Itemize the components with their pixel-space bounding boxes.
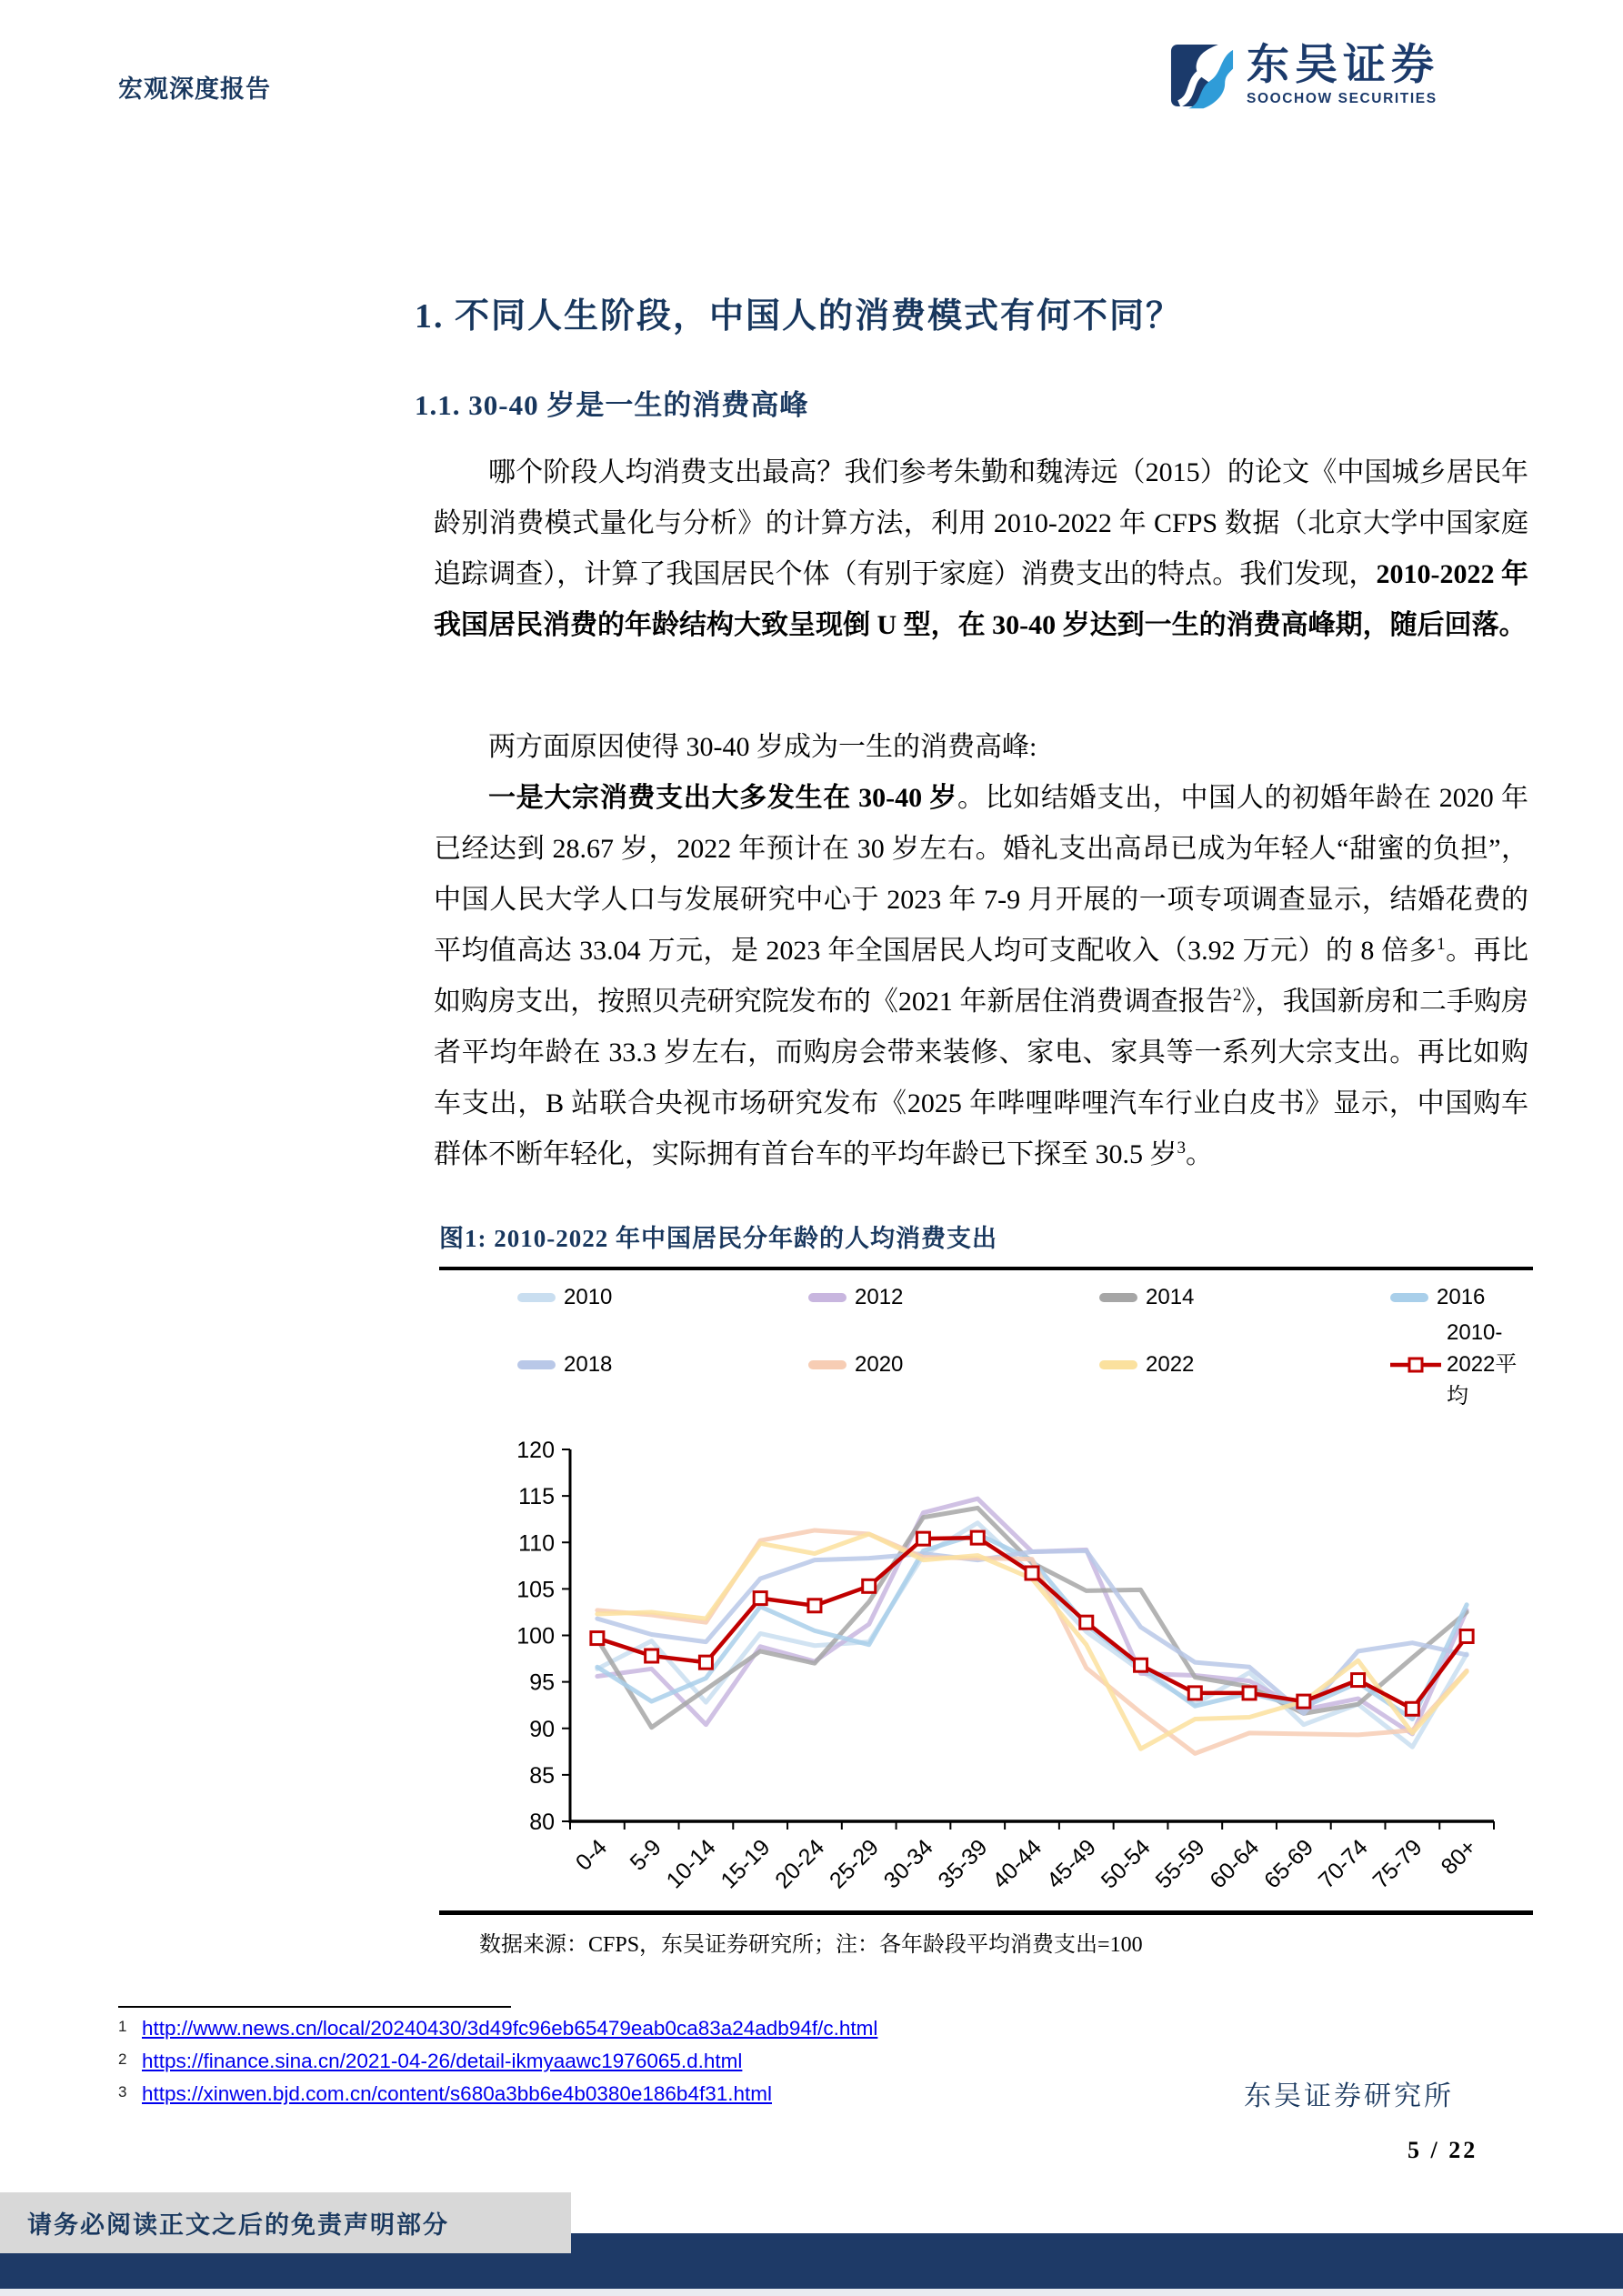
legend-swatch-icon [1099, 1293, 1137, 1302]
x-tick-label: 50-54 [1096, 1834, 1156, 1894]
x-tick-label: 5-9 [625, 1834, 666, 1876]
figure-title: 图1: 2010-2022 年中国居民分年龄的人均消费支出 [439, 1225, 997, 1252]
paragraph-1-bold: 2010-2022 年我国居民消费的年龄结构大致呈现倒 U 型，在 30-40 岁达到一生的消费高峰期，随后回落。 [434, 559, 1529, 640]
x-tick-label: 55-59 [1150, 1834, 1210, 1894]
institute-name: 东吴证券研究所 [1244, 2081, 1454, 2111]
footnote-ref-1: 1 [1437, 935, 1446, 954]
footnote-ref-3: 3 [1177, 1138, 1186, 1158]
paragraph-1-text: 哪个阶段人均消费支出最高？我们参考朱勤和魏涛远（2015）的论文《中国城乡居民年龄别消费模式量化与分析》的计算方法，利用 2010-2022 年 CFPS 数据（北京大学中国家庭追踪调查），计算了我国居民个体（有别于家庭）消费支出的特点。我们发现， [434, 457, 1528, 589]
footnote-link-2[interactable]: https://finance.sina.cn/2021-04-26/detail-ikmyaawc1976065.d.html [142, 2050, 743, 2072]
legend-swatch-icon [517, 1293, 556, 1302]
paragraph-3 [434, 773, 1528, 1180]
paragraph-2: 两方面原因使得 30-40 岁成为一生的消费高峰: [488, 732, 1037, 762]
footnote-number: 1 [118, 2018, 127, 2035]
x-tick-label: 60-64 [1205, 1834, 1265, 1894]
legend-label: 2012 [855, 1285, 904, 1309]
legend-swatch-icon [1099, 1360, 1137, 1369]
legend-swatch-icon [808, 1360, 847, 1369]
average-marker [1243, 1687, 1256, 1699]
y-tick-label: 95 [529, 1669, 555, 1696]
average-marker [1135, 1659, 1147, 1671]
footnote-link-1[interactable]: http://www.news.cn/local/20240430/3d49fc96eb65479eab0ca83a24adb94f/c.html [142, 2017, 878, 2040]
legend-swatch-icon [1390, 1293, 1428, 1302]
average-marker [1080, 1616, 1093, 1629]
x-tick-label: 40-44 [987, 1834, 1047, 1894]
footnote-separator [118, 2006, 511, 2008]
y-tick-label: 80 [529, 1810, 555, 1835]
legend-label: 2016 [1437, 1285, 1486, 1309]
legend-label: 2020 [855, 1352, 904, 1377]
legend-item-2018 [517, 1320, 808, 1409]
paragraph-3-text-b: 。再比如购房支出，按照贝壳研究院发布的《2021 年新居住消费调查报告 [434, 936, 1529, 1017]
legend-label: 2010-2022平均 [1447, 1320, 1518, 1409]
legend-item-2022 [1099, 1320, 1390, 1409]
x-tick-label: 70-74 [1313, 1834, 1373, 1894]
legend-swatch-icon [808, 1293, 847, 1302]
disclaimer-box [0, 2192, 571, 2253]
legend-item-2012 [808, 1285, 1099, 1310]
legend-item-2020 [808, 1320, 1099, 1409]
x-tick-label: 75-79 [1368, 1834, 1428, 1894]
average-marker [1297, 1695, 1310, 1708]
legend-swatch-icon [517, 1360, 556, 1369]
disclaimer-text: 请务必阅读正文之后的免责声明部分 [27, 2211, 449, 2239]
average-marker [1188, 1687, 1201, 1699]
soochow-logo [1168, 42, 1439, 109]
average-marker [591, 1632, 604, 1645]
average-marker [1406, 1702, 1418, 1715]
figure-1 [439, 1217, 1533, 1958]
legend-average-marker-icon [1390, 1357, 1441, 1373]
y-tick-label: 115 [518, 1484, 555, 1510]
x-tick-label: 20-24 [770, 1834, 830, 1894]
paragraph-3-text-a: 。比如结婚支出，中国人的初婚年龄在 2020 年已经达到 28.67 岁，2022 年预计在 30 岁左右。婚礼支出高昂已成为年轻人“甜蜜的负担”，中国人民大学人口与发展研究中心于 2023 年 7-9 月开展的一项专项调查显示，结婚花费的平均值高达 33.04 万元，是 2023 年全国居民人均可支配收入（3.92 万元）的 8 倍多 [434, 783, 1528, 966]
y-tick-label: 120 [516, 1438, 555, 1463]
legend-item-2010-2022平均 [1390, 1320, 1533, 1409]
legend-item-2014 [1099, 1285, 1390, 1310]
y-tick-label: 105 [516, 1577, 555, 1603]
subsection-heading: 1.1. 30-40 岁是一生的消费高峰 [415, 389, 809, 421]
x-tick-label: 30-34 [878, 1834, 938, 1894]
average-marker [646, 1649, 658, 1662]
y-tick-label: 100 [516, 1623, 555, 1649]
soochow-logo-icon [1168, 42, 1236, 109]
x-tick-label: 25-29 [824, 1834, 884, 1894]
section-heading: 1. 不同人生阶段，中国人的消费模式有何不同？ [415, 297, 1183, 336]
figure-source-note: 数据来源：CFPS，东吴证券研究所；注：各年龄段平均消费支出=100 [479, 1933, 1143, 1957]
y-tick-label: 110 [518, 1530, 555, 1557]
legend-label: 2010 [564, 1285, 613, 1309]
x-tick-label: 10-14 [661, 1834, 721, 1894]
footer-strip [0, 2289, 1623, 2296]
line-chart [439, 1413, 1533, 1909]
page-number: 5 / 22 [1408, 2137, 1478, 2163]
x-tick-label: 15-19 [716, 1834, 776, 1894]
average-marker [971, 1531, 984, 1544]
footnote-number: 3 [118, 2083, 127, 2100]
x-tick-label: 35-39 [933, 1834, 993, 1894]
average-marker [917, 1532, 929, 1545]
paragraph-3-bold: 一是大宗消费支出大多发生在 30-40 岁 [488, 783, 957, 813]
average-marker [808, 1599, 821, 1612]
brand-name-cn: 东吴证券 [1247, 42, 1439, 89]
x-tick-label: 80+ [1436, 1834, 1482, 1880]
footnote-row [118, 2017, 877, 2050]
legend-item-2010 [517, 1285, 808, 1310]
legend-label: 2014 [1146, 1285, 1195, 1309]
legend-item-2016 [1390, 1285, 1533, 1310]
average-marker [754, 1592, 766, 1605]
y-tick-label: 90 [529, 1716, 555, 1742]
y-tick-label: 85 [529, 1762, 555, 1789]
legend-label: 2022 [1146, 1352, 1195, 1377]
average-marker [1352, 1674, 1365, 1687]
paragraph-3-text-d: 。 [1186, 1139, 1213, 1169]
footnote-number: 2 [118, 2050, 127, 2068]
paragraph-3-text-c: 》，我国新房和二手购房者平均年龄在 33.3 岁左右，而购房会带来装修、家电、家具等一系列大宗支出。再比如购车支出，B 站联合央视市场研究发布《2025 年哔哩哔哩汽车行业白皮书》显示，中国购车群体不断年轻化，实际拥有首台车的平均年龄已下探至 30.5 岁 [434, 987, 1529, 1169]
figure-bottom-rule [439, 1910, 1533, 1915]
average-marker [1026, 1567, 1038, 1579]
footnote-ref-2: 2 [1232, 986, 1242, 1005]
average-marker [863, 1579, 876, 1592]
x-tick-label: 65-69 [1259, 1834, 1319, 1894]
report-type-label: 宏观深度报告 [118, 75, 271, 103]
footnote-row [118, 2050, 877, 2082]
brand-name-en: SOOCHOW SECURITIES [1247, 91, 1438, 106]
figure-top-rule [439, 1267, 1533, 1270]
footnote-row [118, 2082, 877, 2115]
x-tick-label: 0-4 [570, 1834, 613, 1876]
chart-legend [439, 1285, 1533, 1409]
average-marker [699, 1656, 712, 1669]
series-line-2020 [597, 1530, 1467, 1753]
average-marker [1460, 1630, 1473, 1643]
paragraph-1 [434, 447, 1528, 651]
footnote-link-3[interactable]: https://xinwen.bjd.com.cn/content/s680a3bb6e4b0380e186b4f31.html [142, 2082, 772, 2105]
legend-label: 2018 [564, 1352, 613, 1377]
x-tick-label: 45-49 [1041, 1834, 1102, 1894]
soochow-logo-text [1247, 42, 1439, 107]
footnotes [118, 2017, 877, 2115]
